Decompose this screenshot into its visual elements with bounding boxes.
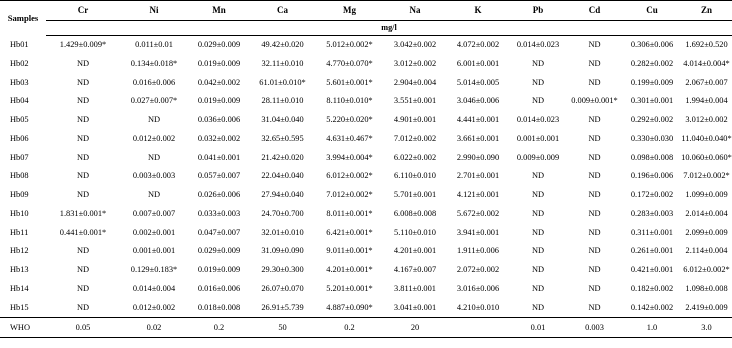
table-row: [0, 111, 732, 130]
value-cell-mn: 0.036±0.006: [197, 115, 241, 125]
value-cell-cu: 0.301±0.001: [630, 96, 674, 106]
value-cell-ca: 31.09±0.090: [261, 246, 304, 256]
table-row: [0, 224, 732, 243]
sample-id-cell: Hb01: [10, 39, 29, 49]
value-cell-cr: ND: [76, 133, 90, 143]
value-cell-k: 6.001±0.001: [456, 58, 500, 68]
value-cell-mn: 0.019±0.009: [197, 265, 241, 275]
value-cell-cr: 1.831±0.001*: [59, 208, 107, 218]
value-cell-cu: 0.199±0.009: [630, 77, 674, 87]
value-cell-cd: ND: [588, 302, 601, 312]
table-row: [0, 167, 732, 186]
value-cell-mg: 4.201±0.001*: [326, 265, 373, 275]
value-cell-na: 4.201±0.001: [393, 246, 437, 256]
value-cell-pb: ND: [531, 96, 545, 106]
value-cell-cu: 0.283±0.003: [630, 208, 674, 218]
column-header-ni: Ni: [120, 1, 188, 21]
sample-id-cell: Hb11: [10, 227, 29, 237]
value-cell-zn: 1.098±0.008: [685, 283, 728, 293]
sample-id-cell: Hb02: [10, 58, 29, 68]
value-cell-ni: 0.134±0.018*: [130, 58, 178, 68]
table-row: [0, 92, 732, 111]
value-cell-mn: 0.018±0.008: [197, 302, 241, 312]
column-header-mn: Mn: [188, 1, 250, 21]
table-row: [0, 261, 732, 280]
value-cell-mn: 0.042±0.002: [197, 77, 241, 87]
value-cell-ni: 0.011±0.01: [135, 40, 173, 50]
value-cell-k: 3.046±0.006: [456, 96, 500, 106]
value-cell-mg: 8.011±0.001*: [326, 208, 373, 218]
value-cell-k: 2.990±0.090: [456, 152, 500, 162]
value-cell-ni: ND: [147, 115, 161, 125]
value-cell-k: 3.661±0.001: [456, 133, 500, 143]
value-cell-zn: 11.040±0.040*: [681, 133, 732, 143]
value-cell-pb: ND: [531, 171, 545, 181]
column-header-pb: Pb: [510, 1, 566, 21]
value-cell-cu: 0.292±0.002: [630, 115, 674, 125]
sample-id-cell: Hb08: [10, 171, 29, 181]
value-cell-pb: ND: [531, 58, 545, 68]
who-value-cell-na: 20: [384, 318, 446, 338]
value-cell-cr: ND: [76, 265, 90, 275]
value-cell-na: 4.167±0.007: [393, 265, 437, 275]
value-cell-na: 6.008±0.008: [393, 208, 437, 218]
table-row: [0, 149, 732, 168]
table-row: [0, 36, 732, 55]
value-cell-cu: 0.282±0.002: [630, 58, 674, 68]
value-cell-cd: ND: [588, 40, 601, 50]
sample-id-cell: Hb13: [10, 265, 29, 275]
unit-label: mg/l: [46, 21, 732, 36]
value-cell-zn: 6.012±0.002*: [683, 265, 730, 275]
value-cell-ca: 24.70±0.700: [261, 208, 304, 218]
table-row: [0, 299, 732, 318]
value-cell-na: 6.110±0.010: [394, 171, 436, 181]
value-cell-mg: 7.012±0.002*: [326, 190, 373, 200]
value-cell-zn: 4.014±0.004*: [683, 58, 730, 68]
value-cell-k: 4.210±0.010: [456, 302, 500, 312]
value-cell-zn: 1.099±0.009: [685, 190, 728, 200]
column-header-k: K: [446, 1, 510, 21]
value-cell-cr: ND: [76, 171, 90, 181]
value-cell-k: 2.701±0.001: [456, 171, 500, 181]
value-cell-mn: 0.041±0.001: [197, 152, 241, 162]
value-cell-pb: 0.014±0.023: [516, 40, 560, 50]
value-cell-zn: 10.060±0.060*: [681, 152, 732, 162]
value-cell-ni: 0.012±0.002: [132, 302, 176, 312]
value-cell-cu: 0.306±0.006: [630, 40, 674, 50]
value-cell-cu: 0.421±0.001: [630, 265, 674, 275]
who-value-cell-mg: 0.2: [315, 318, 384, 338]
value-cell-mn: 0.026±0.006: [197, 190, 241, 200]
value-cell-ni: 0.007±0.007: [132, 208, 176, 218]
value-cell-cd: ND: [588, 58, 601, 68]
who-label-cell: WHO: [0, 318, 46, 338]
value-cell-cr: ND: [76, 96, 90, 106]
who-value-cell-cr: 0.05: [46, 318, 120, 338]
table-row: [0, 205, 732, 224]
value-cell-zn: 2.014±0.004: [685, 208, 728, 218]
value-cell-mn: 0.029±0.009: [197, 246, 241, 256]
value-cell-ni: 0.014±0.004: [132, 283, 176, 293]
who-guideline-row: [0, 318, 732, 338]
table-row: [0, 280, 732, 299]
value-cell-mg: 6.012±0.002*: [326, 171, 373, 181]
value-cell-ca: 22.04±0.040: [261, 171, 304, 181]
sample-id-cell: Hb03: [10, 77, 29, 87]
value-cell-na: 2.904±0.004: [393, 77, 437, 87]
value-cell-pb: ND: [531, 283, 545, 293]
sample-id-cell: Hb15: [10, 302, 29, 312]
value-cell-k: 1.911±0.006: [457, 246, 499, 256]
value-cell-cu: 0.330±0.030: [630, 133, 674, 143]
value-cell-cd: ND: [588, 152, 601, 162]
value-cell-pb: ND: [531, 208, 545, 218]
value-cell-ni: ND: [147, 190, 161, 200]
value-cell-cd: ND: [588, 171, 601, 181]
value-cell-na: 3.551±0.001: [393, 96, 437, 106]
value-cell-mn: 0.047±0.007: [197, 227, 241, 237]
value-cell-pb: ND: [531, 246, 545, 256]
value-cell-mn: 0.032±0.002: [197, 133, 241, 143]
value-cell-pb: 0.014±0.023: [516, 115, 560, 125]
value-cell-mg: 5.601±0.001*: [326, 77, 373, 87]
value-cell-cd: ND: [588, 190, 601, 200]
value-cell-zn: 1.994±0.004: [685, 96, 728, 106]
value-cell-cr: 1.429±0.009*: [59, 40, 107, 50]
value-cell-na: 3.042±0.002: [393, 40, 437, 50]
sample-id-cell: Hb07: [10, 152, 29, 162]
who-value-cell-cu: 1.0: [623, 318, 681, 338]
value-cell-na: 7.012±0.002: [393, 133, 437, 143]
column-header-cu: Cu: [623, 1, 681, 21]
value-cell-mn: 0.029±0.009: [197, 40, 241, 50]
value-cell-cr: ND: [76, 283, 90, 293]
value-cell-zn: 1.692±0.520: [685, 40, 728, 50]
value-cell-na: 3.811±0.001: [394, 283, 436, 293]
value-cell-ni: 0.003±0.003: [132, 171, 176, 181]
value-cell-cd: ND: [588, 133, 601, 143]
value-cell-zn: 2.114±0.004: [685, 246, 728, 256]
value-cell-ni: 0.001±0.001: [132, 246, 176, 256]
sample-id-cell: Hb09: [10, 190, 29, 200]
who-value-cell-mn: 0.2: [188, 318, 250, 338]
value-cell-mg: 4.631±0.467*: [326, 133, 373, 143]
value-cell-mn: 0.019±0.009: [197, 96, 241, 106]
value-cell-na: 3.041±0.001: [393, 302, 437, 312]
value-cell-ni: ND: [147, 152, 161, 162]
column-header-mg: Mg: [315, 1, 384, 21]
value-cell-pb: ND: [531, 190, 545, 200]
value-cell-cu: 0.261±0.001: [630, 246, 674, 256]
value-cell-zn: 2.067±0.007: [685, 77, 728, 87]
value-cell-k: 3.016±0.006: [456, 283, 500, 293]
value-cell-ca: 32.65±0.595: [261, 133, 304, 143]
value-cell-k: 2.072±0.002: [456, 265, 500, 275]
value-cell-k: 4.121±0.001: [456, 190, 500, 200]
value-cell-ca: 26.07±0.070: [261, 283, 304, 293]
value-cell-cu: 0.142±0.002: [630, 302, 674, 312]
samples-column-header: Samples: [0, 1, 46, 36]
table-body: [0, 36, 732, 338]
value-cell-cd: ND: [588, 246, 601, 256]
value-cell-ca: 61.01±0.010*: [259, 77, 306, 87]
value-cell-ni: 0.002±0.001: [132, 227, 176, 237]
value-cell-mn: 0.033±0.003: [197, 208, 241, 218]
value-cell-mg: 5.201±0.001*: [326, 283, 373, 293]
value-cell-cr: ND: [76, 58, 90, 68]
value-cell-pb: ND: [531, 77, 545, 87]
value-cell-mn: 0.019±0.009: [197, 58, 241, 68]
value-cell-mg: 4.887±0.090*: [326, 302, 373, 312]
value-cell-mg: 8.110±0.010*: [326, 96, 373, 106]
value-cell-zn: 7.012±0.002*: [683, 171, 730, 181]
value-cell-na: 5.110±0.010: [394, 227, 436, 237]
value-cell-mg: 5.012±0.002*: [326, 40, 373, 50]
who-value-cell-ca: 50: [250, 318, 315, 338]
value-cell-pb: ND: [531, 265, 545, 275]
who-value-cell-cd: 0.003: [566, 318, 623, 338]
column-header-cd: Cd: [566, 1, 623, 21]
who-value-cell-zn: 3.0: [681, 318, 732, 338]
value-cell-ca: 21.42±0.020: [261, 152, 304, 162]
value-cell-pb: 0.001±0.001: [516, 133, 560, 143]
value-cell-mn: 0.057±0.007: [197, 171, 241, 181]
value-cell-ni: 0.012±0.002: [132, 133, 176, 143]
table-row: [0, 74, 732, 93]
value-cell-cr: ND: [76, 115, 90, 125]
value-cell-cd: ND: [588, 115, 601, 125]
value-cell-ca: 32.11±0.010: [261, 58, 304, 68]
value-cell-zn: 2.099±0.009: [685, 227, 728, 237]
value-cell-na: 3.012±0.002: [393, 58, 437, 68]
value-cell-na: 5.701±0.001: [393, 190, 437, 200]
table-row: [0, 186, 732, 205]
sample-id-cell: Hb14: [10, 283, 29, 293]
value-cell-cd: ND: [588, 283, 601, 293]
who-value-cell-pb: 0.01: [510, 318, 566, 338]
column-header-zn: Zn: [681, 1, 732, 21]
value-cell-ca: 27.94±0.040: [261, 190, 304, 200]
value-cell-pb: ND: [531, 302, 545, 312]
value-cell-ca: 32.01±0.010: [261, 227, 304, 237]
column-header-row: [0, 1, 732, 21]
table-row: [0, 55, 732, 74]
value-cell-cd: ND: [588, 227, 601, 237]
value-cell-cu: 0.172±0.002: [630, 190, 674, 200]
sample-id-cell: Hb10: [10, 208, 29, 218]
table-header: [0, 1, 732, 36]
value-cell-cu: 0.311±0.001: [631, 227, 673, 237]
value-cell-cr: ND: [76, 246, 90, 256]
value-cell-ca: 26.91±5.739: [261, 302, 304, 312]
value-cell-mg: 3.994±0.004*: [326, 152, 373, 162]
value-cell-ca: 29.30±0.300: [261, 265, 304, 275]
value-cell-cu: 0.098±0.008: [630, 152, 674, 162]
value-cell-k: 5.014±0.005: [456, 77, 500, 87]
value-cell-cd: ND: [588, 265, 601, 275]
value-cell-cr: ND: [76, 77, 90, 87]
value-cell-ca: 28.11±0.010: [261, 96, 304, 106]
value-cell-mg: 4.770±0.070*: [326, 58, 373, 68]
value-cell-cu: 0.182±0.002: [630, 283, 674, 293]
column-header-na: Na: [384, 1, 446, 21]
value-cell-mg: 5.220±0.020*: [326, 115, 373, 125]
value-cell-cr: ND: [76, 190, 90, 200]
value-cell-cd: 0.009±0.001*: [571, 96, 618, 106]
value-cell-k: 4.072±0.002: [456, 40, 500, 50]
value-cell-zn: 3.012±0.002: [685, 115, 728, 125]
value-cell-zn: 2.419±0.009: [685, 302, 728, 312]
value-cell-mn: 0.016±0.006: [197, 283, 241, 293]
value-cell-pb: 0.009±0.009: [516, 152, 560, 162]
value-cell-ni: 0.016±0.006: [132, 77, 176, 87]
value-cell-na: 4.901±0.001: [393, 115, 437, 125]
value-cell-cr: 0.441±0.001*: [59, 227, 107, 237]
sample-id-cell: Hb04: [10, 96, 29, 106]
value-cell-mg: 9.011±0.001*: [326, 246, 373, 256]
value-cell-cr: ND: [76, 302, 90, 312]
value-cell-ni: 0.027±0.007*: [130, 96, 178, 106]
value-cell-cu: 0.196±0.006: [630, 171, 674, 181]
value-cell-cd: ND: [588, 77, 601, 87]
value-cell-k: 4.441±0.001: [456, 115, 500, 125]
sample-id-cell: Hb12: [10, 246, 29, 256]
value-cell-cd: ND: [588, 208, 601, 218]
value-cell-k: 5.672±0.002: [456, 208, 500, 218]
column-header-cr: Cr: [46, 1, 120, 21]
who-value-cell-ni: 0.02: [120, 318, 188, 338]
value-cell-ca: 31.04±0.040: [261, 115, 304, 125]
value-cell-mg: 6.421±0.001*: [326, 227, 373, 237]
sample-id-cell: Hb05: [10, 115, 29, 125]
table-row: [0, 242, 732, 261]
value-cell-na: 6.022±0.002: [393, 152, 437, 162]
column-header-ca: Ca: [250, 1, 315, 21]
sample-id-cell: Hb06: [10, 133, 29, 143]
footnote-fragment: [0, 342, 732, 348]
value-cell-k: 3.941±0.001: [456, 227, 500, 237]
value-cell-ca: 49.42±0.020: [261, 40, 304, 50]
who-value-cell-k: [446, 318, 510, 338]
unit-header-row: [0, 21, 732, 36]
value-cell-pb: ND: [531, 227, 545, 237]
table-row: [0, 130, 732, 149]
value-cell-cr: ND: [76, 152, 90, 162]
value-cell-ni: 0.129±0.183*: [130, 265, 178, 275]
